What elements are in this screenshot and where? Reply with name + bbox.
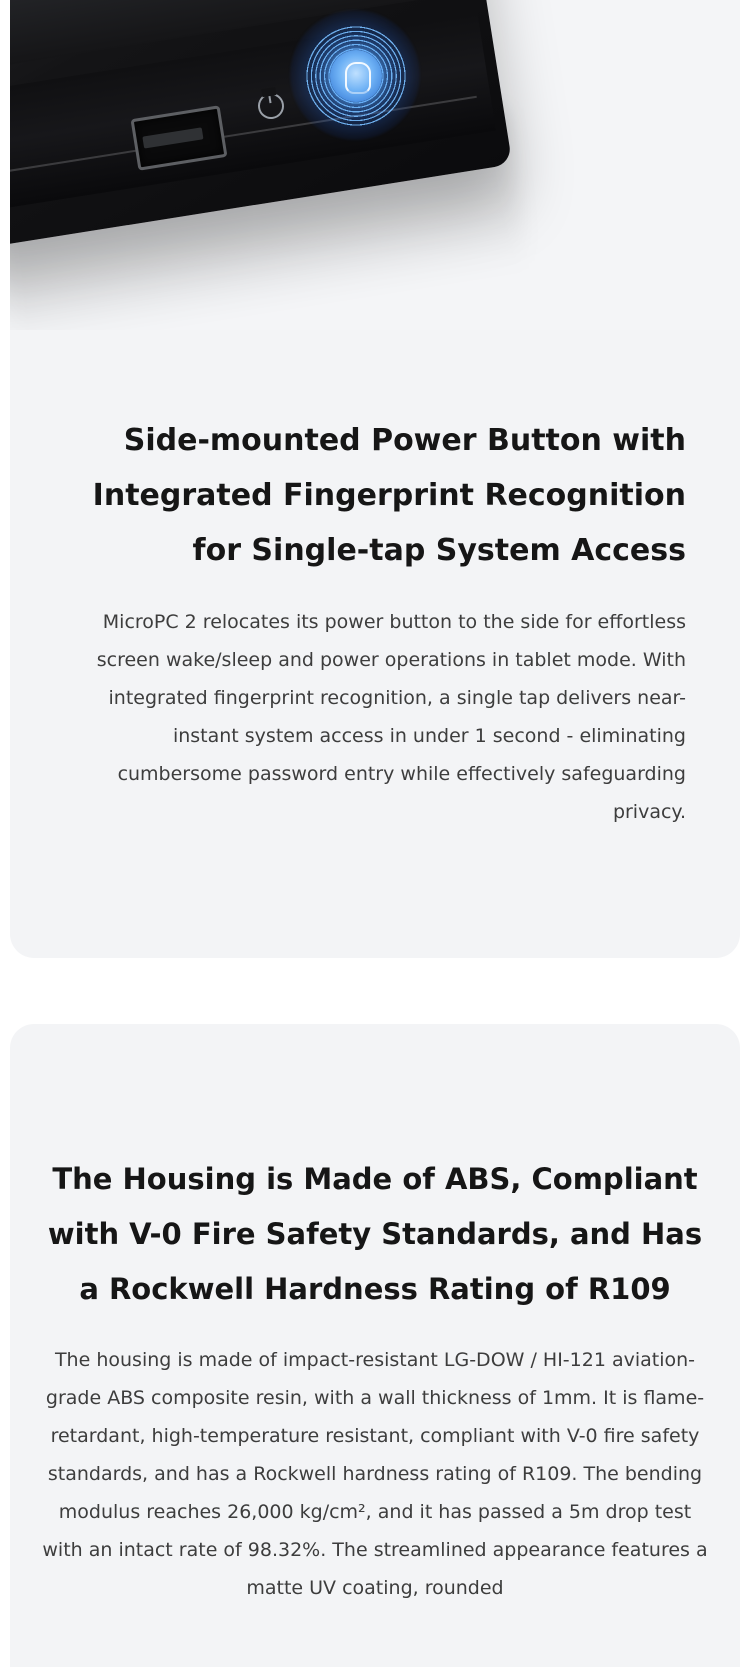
fingerprint-sensor-icon <box>330 50 382 102</box>
section-abs-housing <box>10 1024 740 1667</box>
section-one-text <box>68 388 686 850</box>
product-photo <box>10 0 740 330</box>
section-card <box>10 0 740 958</box>
section-two-body: The housing is made of impact-resistant LG-DOW / HI-121 aviation-grade ABS composite resin, with a wall thickness of 1mm. It is flame-retardant, high-temperature resistant, compliant with V-0 fire safety standards, and has a Rockwell hardness rating of R109. The bending modulus reaches 26,000 kg/cm², and it has passed a 5m drop test with an intact rate of 98.32%. The streamlined appearance features a matte UV coating, rounded <box>42 1349 708 1600</box>
section-two-text <box>40 1128 710 1626</box>
section-two-heading: The Housing is Made of ABS, Compliant with V-0 Fire Safety Standards, and Has a Rockwell Hardness Rating of R109 <box>47 1162 703 1307</box>
section-one-heading: Side-mounted Power Button with Integrated Fingerprint Recognition for Single-tap System Access <box>92 422 686 568</box>
section-one-body: MicroPC 2 relocates its power button to the side for effortless screen wake/sleep and power operations in tablet mode. With integrated fingerprint recognition, a single tap delivers near-instant system access in under 1 second - eliminating cumbersome password entry while effectively safeguarding privacy. <box>96 610 686 823</box>
